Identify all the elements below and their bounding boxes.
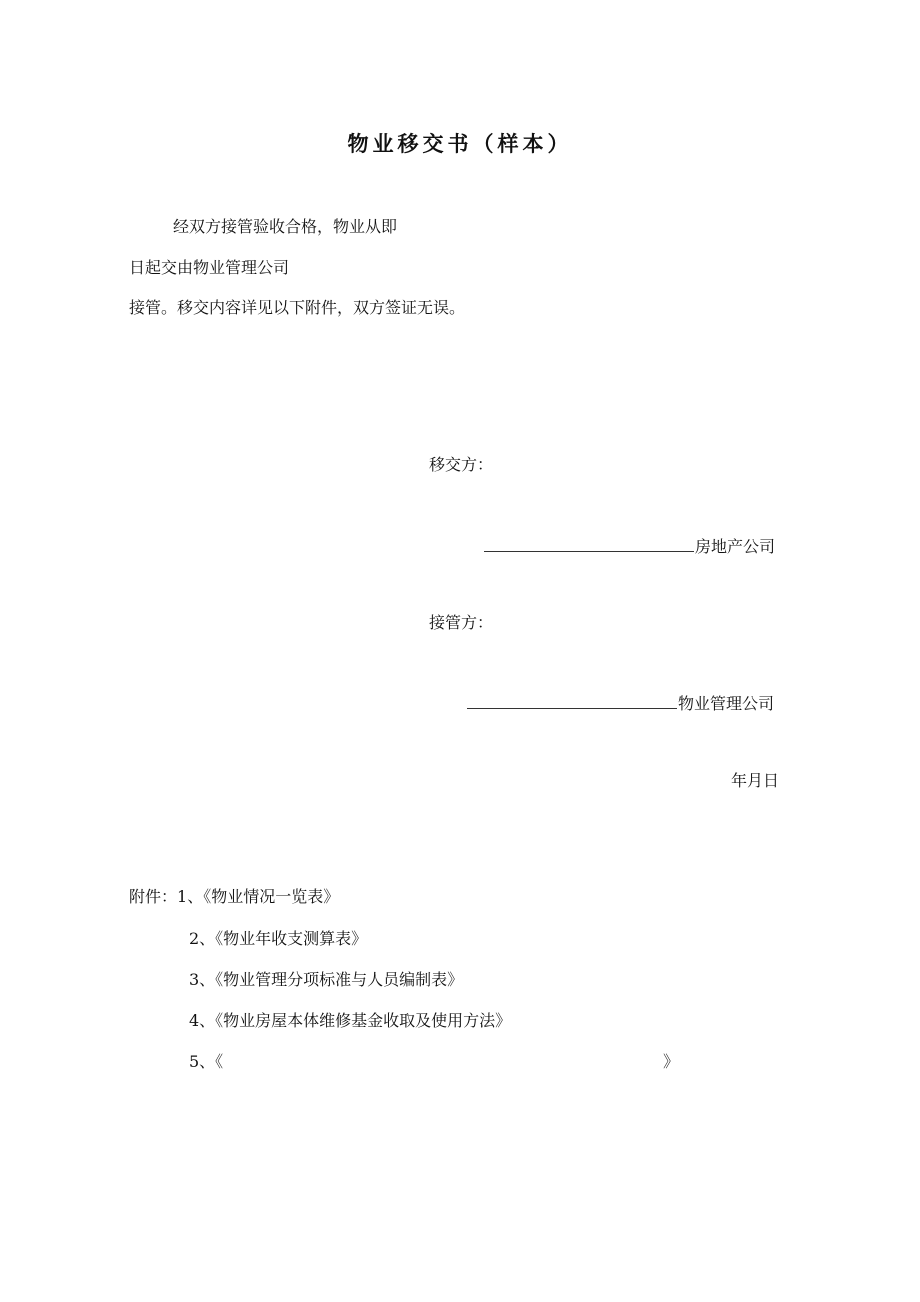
- receiving-company-suffix: 物业管理公司: [678, 694, 775, 713]
- receiving-company-blank[interactable]: [467, 692, 677, 709]
- receiving-company-line: [467, 692, 774, 714]
- attachment-item-5-suffix: 》: [663, 1052, 680, 1071]
- date-label: 年月日: [731, 771, 780, 790]
- attachments-heading-row: [129, 887, 339, 907]
- attachment-item-5-prefix: 5、《: [189, 1052, 224, 1071]
- body-line-3: 接管。移交内容详见以下附件，双方签证无误。: [129, 298, 466, 317]
- receiving-party-label: 接管方：: [429, 613, 494, 632]
- attachment-item: 2、《物业年收支测算表》: [189, 929, 368, 948]
- attachment-item: 3、《物业管理分项标准与人员编制表》: [189, 970, 464, 989]
- handover-company-blank[interactable]: [484, 535, 694, 552]
- handover-company-suffix: 房地产公司: [695, 537, 776, 556]
- attachment-item: 4、《物业房屋本体维修基金收取及使用方法》: [189, 1011, 512, 1030]
- attachment-item: 1、《物业情况一览表》: [177, 887, 340, 906]
- body-line-1: 经双方接管验收合格，物业从即: [173, 217, 398, 236]
- handover-party-label: 移交方：: [429, 455, 494, 474]
- body-line-2: 日起交由物业管理公司: [129, 258, 290, 277]
- handover-company-line: [484, 535, 775, 557]
- document-title: 物业移交书（样本）: [347, 131, 573, 156]
- attachments-heading: 附件：: [129, 887, 178, 906]
